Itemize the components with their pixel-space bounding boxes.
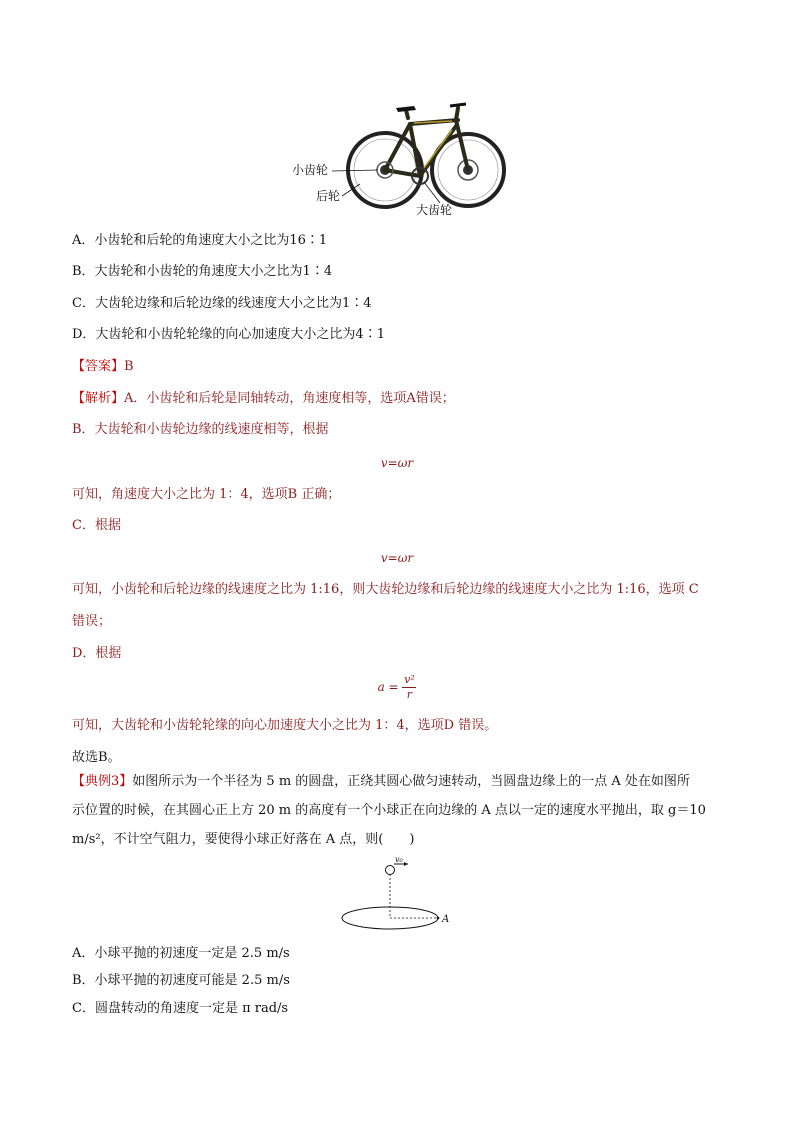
option-b: B．大齿轮和小齿轮的角速度大小之比为1∶4 <box>72 264 333 279</box>
example3-option-b: B．小球平抛的初速度可能是 2.5 m/s <box>72 973 290 988</box>
point-a-label: A <box>442 914 450 925</box>
analysis-text-1: A．小齿轮和后轮是同轴转动，角速度相等，选项A错误； <box>124 391 455 406</box>
analysis-line-7: 可知，大齿轮和小齿轮轮缘的向心加速度大小之比为 1：4，选项D 错误。 <box>72 718 498 733</box>
example3-label: 【典例3】 <box>72 774 133 789</box>
formula-3-numerator: v² <box>404 673 415 686</box>
formula-3-lhs: a = <box>377 680 399 694</box>
example3-line-3: m/s²，不计空气阻力，要使得小球正好落在 A 点，则( ) <box>72 832 415 847</box>
analysis-line-2: B．大齿轮和小齿轮边缘的线速度相等，根据 <box>72 422 329 437</box>
v0-label: v₀ <box>395 856 403 864</box>
example3-line-1 <box>72 773 690 791</box>
label-big-gear: 大齿轮 <box>416 203 453 217</box>
answer-label: 【答案】 <box>72 359 125 374</box>
example3-text-1: 如图所示为一个半径为 5 m 的圆盘，正绕其圆心做匀速转动，当圆盘边缘上的一点 A 处在如图所 <box>132 774 690 789</box>
example3-option-a: A．小球平抛的初速度一定是 2.5 m/s <box>72 946 290 961</box>
formula-1: v=ωr <box>380 456 414 470</box>
ball-shape <box>386 866 395 875</box>
analysis-line-5a: 可知，小齿轮和后轮边缘的线速度之比为 1:16，则大齿轮边缘和后轮边缘的线速度大小之比为 1:16，选项 C <box>72 582 699 597</box>
label-rear-wheel: 后轮 <box>316 189 341 203</box>
analysis-line-1 <box>72 390 455 408</box>
formula-3-fraction <box>402 674 416 701</box>
answer-value: B <box>124 359 134 374</box>
option-c: C．大齿轮边缘和后轮边缘的线速度大小之比为1∶4 <box>72 296 372 311</box>
formula-3-denominator: r <box>406 688 413 701</box>
example3-line-2: 示位置的时候，在其圆心正上方 20 m 的高度有一个小球正在向边缘的 A 点以一定的速度水平抛出，取 g＝10 <box>72 803 706 818</box>
option-a: A．小齿轮和后轮的角速度大小之比为16∶1 <box>72 233 328 248</box>
disk-figure <box>340 856 460 934</box>
analysis-line-6: D．根据 <box>72 646 122 661</box>
conclusion-line: 故选B。 <box>72 750 121 765</box>
label-small-gear: 小齿轮 <box>292 163 329 177</box>
analysis-line-5b: 错误； <box>72 614 112 629</box>
example3-option-c: C．圆盘转动的角速度一定是 π rad/s <box>72 1001 289 1016</box>
analysis-label: 【解析】 <box>72 391 125 406</box>
formula-3 <box>0 674 794 701</box>
option-d: D．大齿轮和小齿轮轮缘的向心加速度大小之比为4∶1 <box>72 327 385 342</box>
analysis-line-4: C．根据 <box>72 518 121 533</box>
formula-2: v=ωr <box>380 551 414 565</box>
analysis-line-3: 可知，角速度大小之比为 1：4，选项B 正确； <box>72 487 341 502</box>
bicycle-figure <box>290 96 510 218</box>
answer-line <box>72 358 134 376</box>
